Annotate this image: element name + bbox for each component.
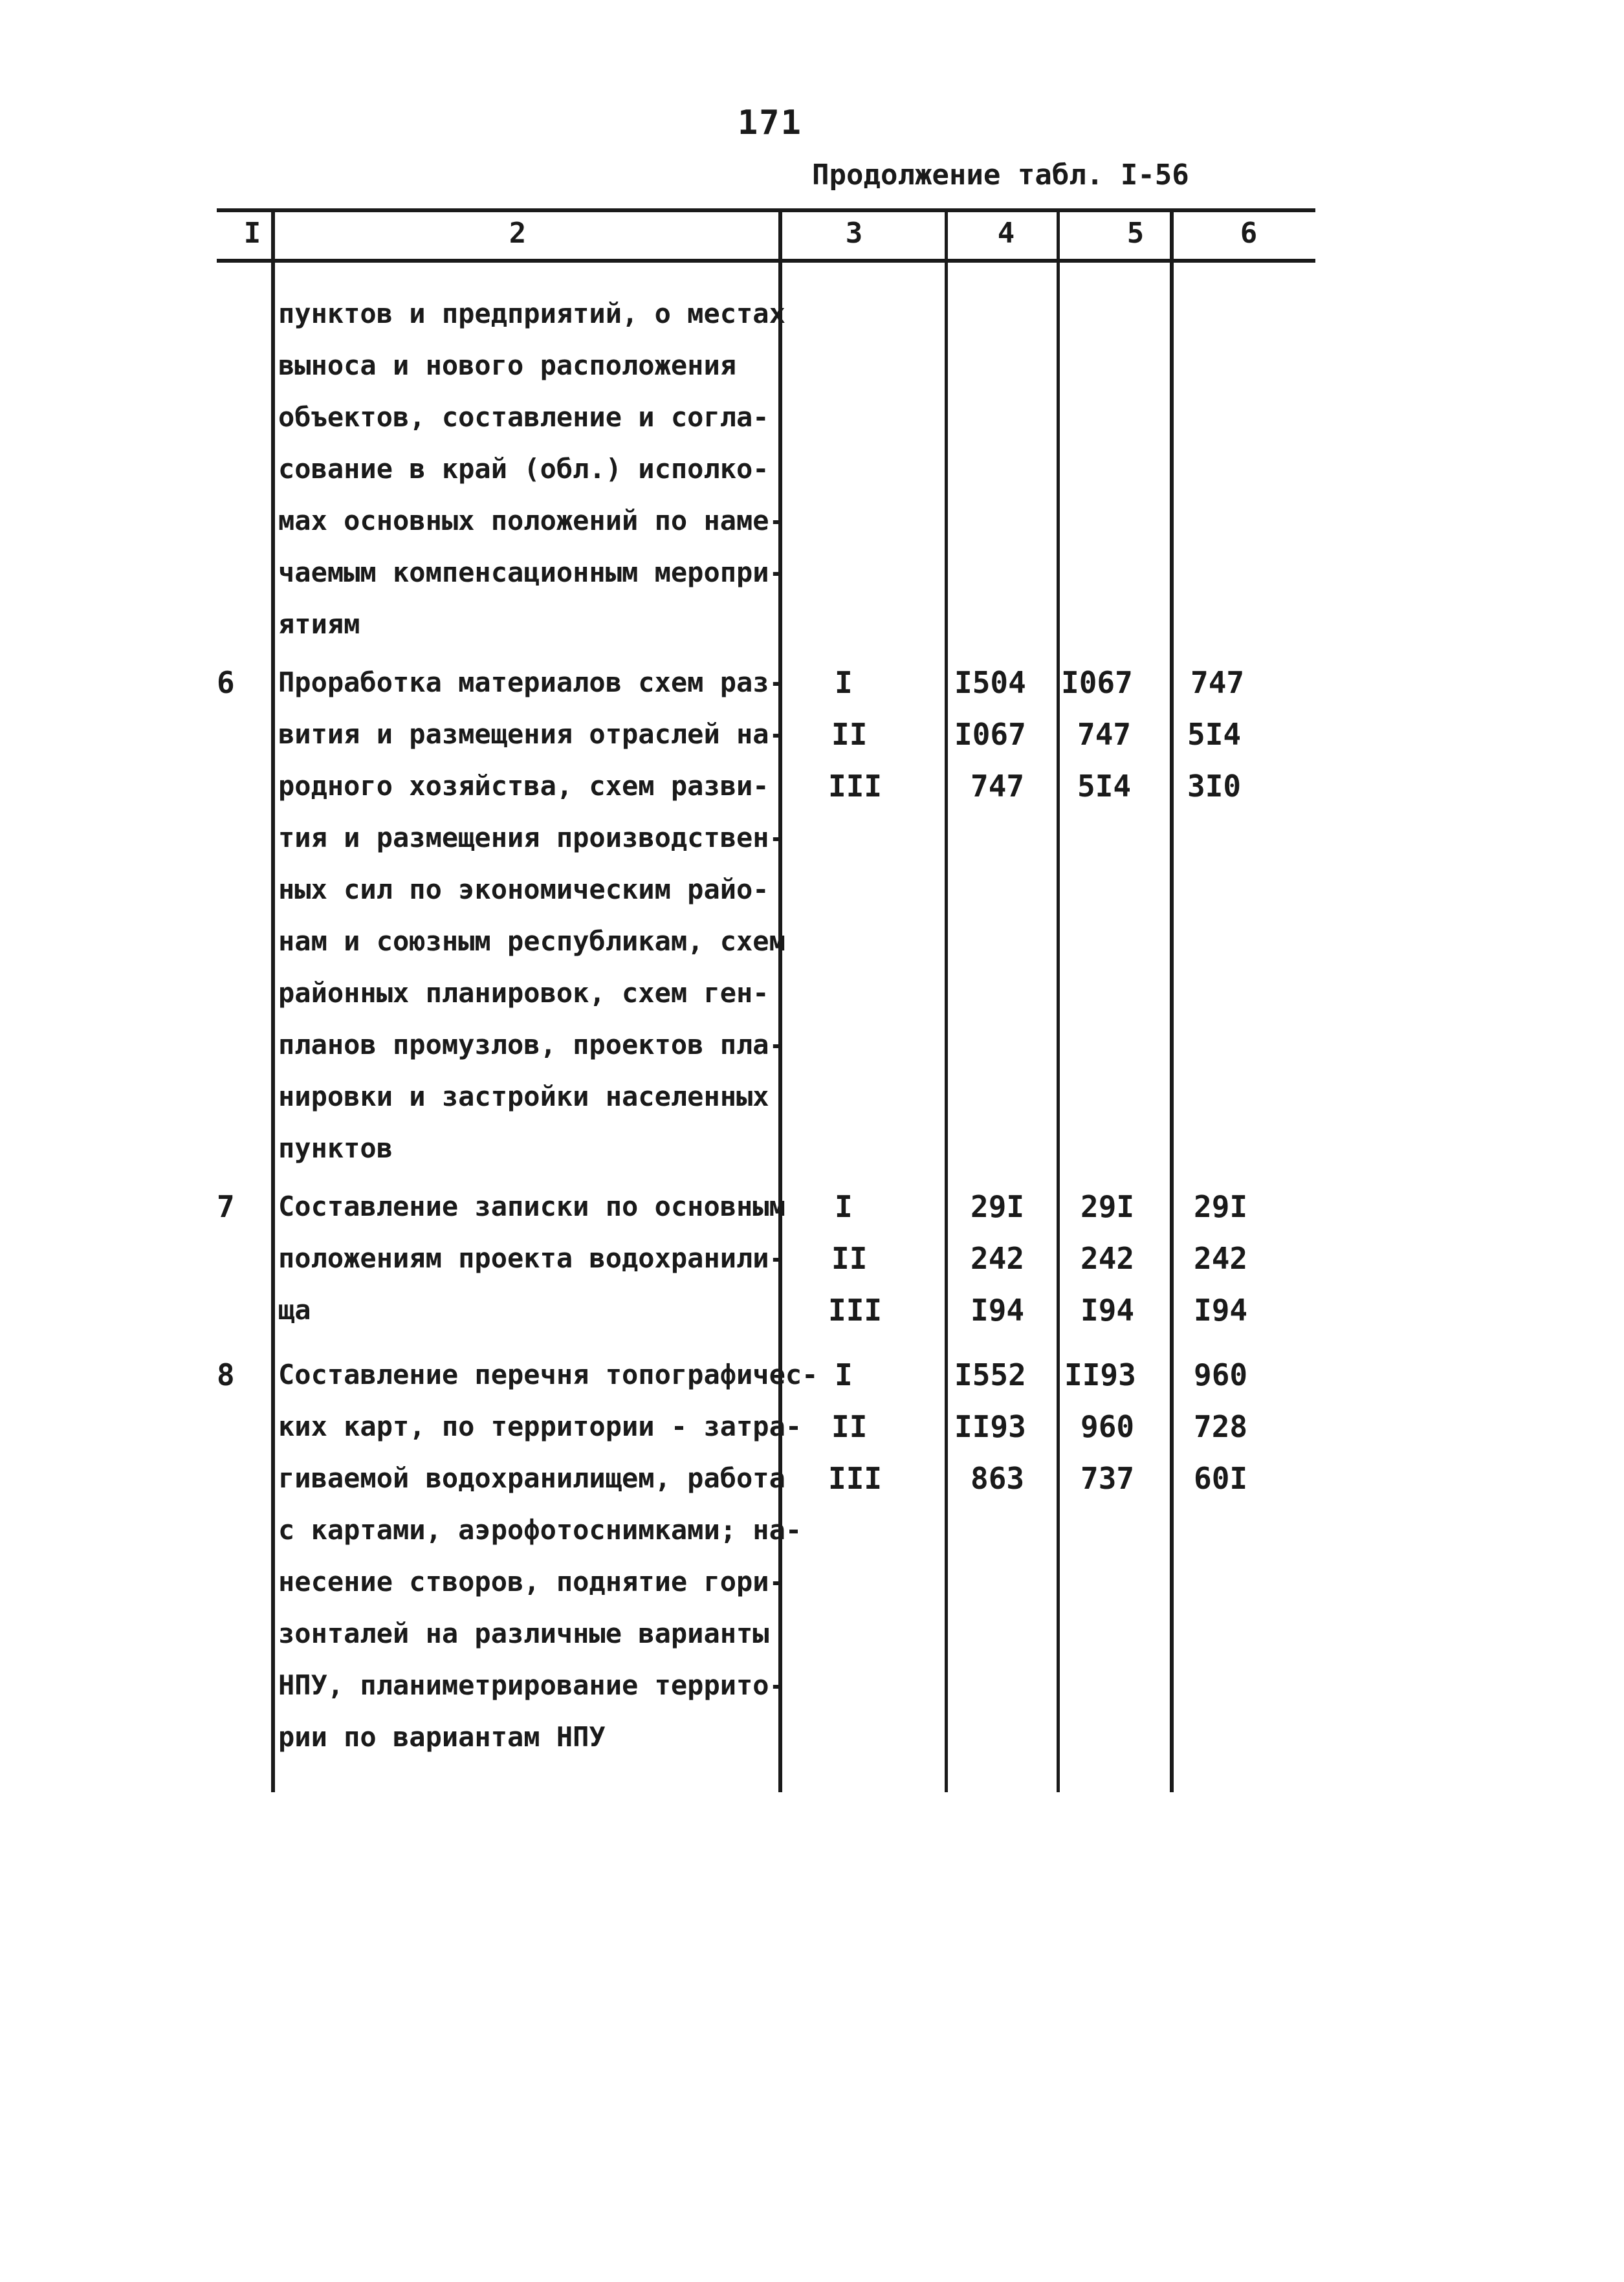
top-text-line: выноса и нового расположения	[278, 349, 737, 381]
value-cell-col4: I504	[954, 665, 1026, 700]
row-text-line: Составление записки по основным	[278, 1190, 785, 1222]
value-cell-col4: II93	[954, 1409, 1026, 1444]
row-text-line: Проработка материалов схем раз-	[278, 666, 785, 698]
value-cell-col5: 242	[1081, 1241, 1135, 1276]
table-top-rule	[217, 208, 1315, 212]
column-divider-3	[945, 208, 948, 1792]
row-text-line: тия и размещения производствен-	[278, 822, 785, 853]
column-divider-4	[1057, 208, 1060, 1792]
value-cell-col6: I94	[1194, 1293, 1248, 1328]
value-cell-col4: I067	[954, 717, 1026, 752]
top-text-line: мах основных положений по наме-	[278, 505, 785, 536]
header-col-3: 3	[845, 217, 863, 250]
value-cell-col6: 960	[1194, 1357, 1248, 1392]
header-col-1: I	[243, 217, 261, 250]
value-cell-col4: I552	[954, 1357, 1026, 1392]
row-text-line: нировки и застройки населенных	[278, 1081, 769, 1112]
row-text-line: с картами, аэрофотоснимками; на-	[278, 1514, 802, 1546]
value-cell-col4: 29I	[971, 1189, 1025, 1224]
row-number: 6	[217, 665, 235, 700]
value-cell-col6: 747	[1191, 665, 1245, 700]
value-cell-col6: 3I0	[1187, 769, 1242, 804]
category-cell: II	[831, 717, 868, 752]
category-cell: I	[835, 665, 853, 700]
row-text-line: ща	[278, 1294, 311, 1326]
category-cell: III	[828, 1461, 883, 1496]
row-text-line: Составление перечня топографичес-	[278, 1359, 818, 1390]
column-divider-1	[271, 208, 275, 1792]
value-cell-col4: 242	[971, 1241, 1025, 1276]
row-text-line: планов промузлов, проектов пла-	[278, 1029, 785, 1060]
row-text-line: ких карт, по территории - затра-	[278, 1410, 802, 1442]
value-cell-col6: 728	[1194, 1409, 1248, 1444]
value-cell-col4: I94	[971, 1293, 1025, 1328]
row-text-line: гиваемой водохранилищем, работа	[278, 1462, 785, 1494]
top-text-line: объектов, составление и согла-	[278, 401, 769, 433]
value-cell-col6: 60I	[1194, 1461, 1248, 1496]
row-text-line: зонталей на различные варианты	[278, 1618, 769, 1649]
value-cell-col5: 960	[1081, 1409, 1135, 1444]
top-text-line: чаемым компенсационным меропри-	[278, 556, 785, 588]
category-cell: II	[831, 1241, 868, 1276]
column-divider-5	[1170, 208, 1174, 1792]
value-cell-col5: 5I4	[1077, 769, 1132, 804]
header-col-4: 4	[997, 217, 1015, 250]
value-cell-col5: 29I	[1081, 1189, 1135, 1224]
table-header-bottom-rule	[217, 259, 1315, 263]
table-continuation-caption: Продолжение табл. I-56	[812, 159, 1189, 192]
header-col-2: 2	[509, 217, 527, 250]
value-cell-col6: 242	[1194, 1241, 1248, 1276]
category-cell: I	[835, 1357, 853, 1392]
row-text-line: положениям проекта водохранили-	[278, 1242, 785, 1274]
value-cell-col4: 863	[971, 1461, 1025, 1496]
value-cell-col5: 747	[1077, 717, 1132, 752]
page-number: 171	[738, 104, 802, 142]
header-col-6: 6	[1240, 217, 1258, 250]
value-cell-col4: 747	[971, 769, 1025, 804]
header-col-5: 5	[1126, 217, 1145, 250]
category-cell: I	[835, 1189, 853, 1224]
value-cell-col5: I94	[1081, 1293, 1135, 1328]
row-text-line: вития и размещения отраслей на-	[278, 718, 785, 750]
category-cell: II	[831, 1409, 868, 1444]
value-cell-col5: 737	[1081, 1461, 1135, 1496]
top-text-line: сование в край (обл.) исполко-	[278, 453, 769, 485]
category-cell: III	[828, 1293, 883, 1328]
row-number: 7	[217, 1189, 235, 1224]
value-cell-col5: I067	[1061, 665, 1133, 700]
row-text-line: пунктов	[278, 1132, 393, 1164]
row-text-line: НПУ, планиметрирование террито-	[278, 1669, 785, 1701]
value-cell-col5: II93	[1064, 1357, 1136, 1392]
category-cell: III	[828, 769, 883, 804]
row-text-line: районных планировок, схем ген-	[278, 977, 769, 1009]
row-text-line: ных сил по экономическим райо-	[278, 873, 769, 905]
row-text-line: несение створов, поднятие гори-	[278, 1566, 785, 1597]
top-text-line: пунктов и предприятий, о местах	[278, 298, 785, 329]
row-number: 8	[217, 1357, 235, 1392]
value-cell-col6: 29I	[1194, 1189, 1248, 1224]
row-text-line: родного хозяйства, схем разви-	[278, 770, 769, 802]
row-text-line: нам и союзным республикам, схем	[278, 925, 785, 957]
row-text-line: рии по вариантам НПУ	[278, 1721, 606, 1753]
value-cell-col6: 5I4	[1187, 717, 1242, 752]
top-text-line: ятиям	[278, 608, 360, 640]
